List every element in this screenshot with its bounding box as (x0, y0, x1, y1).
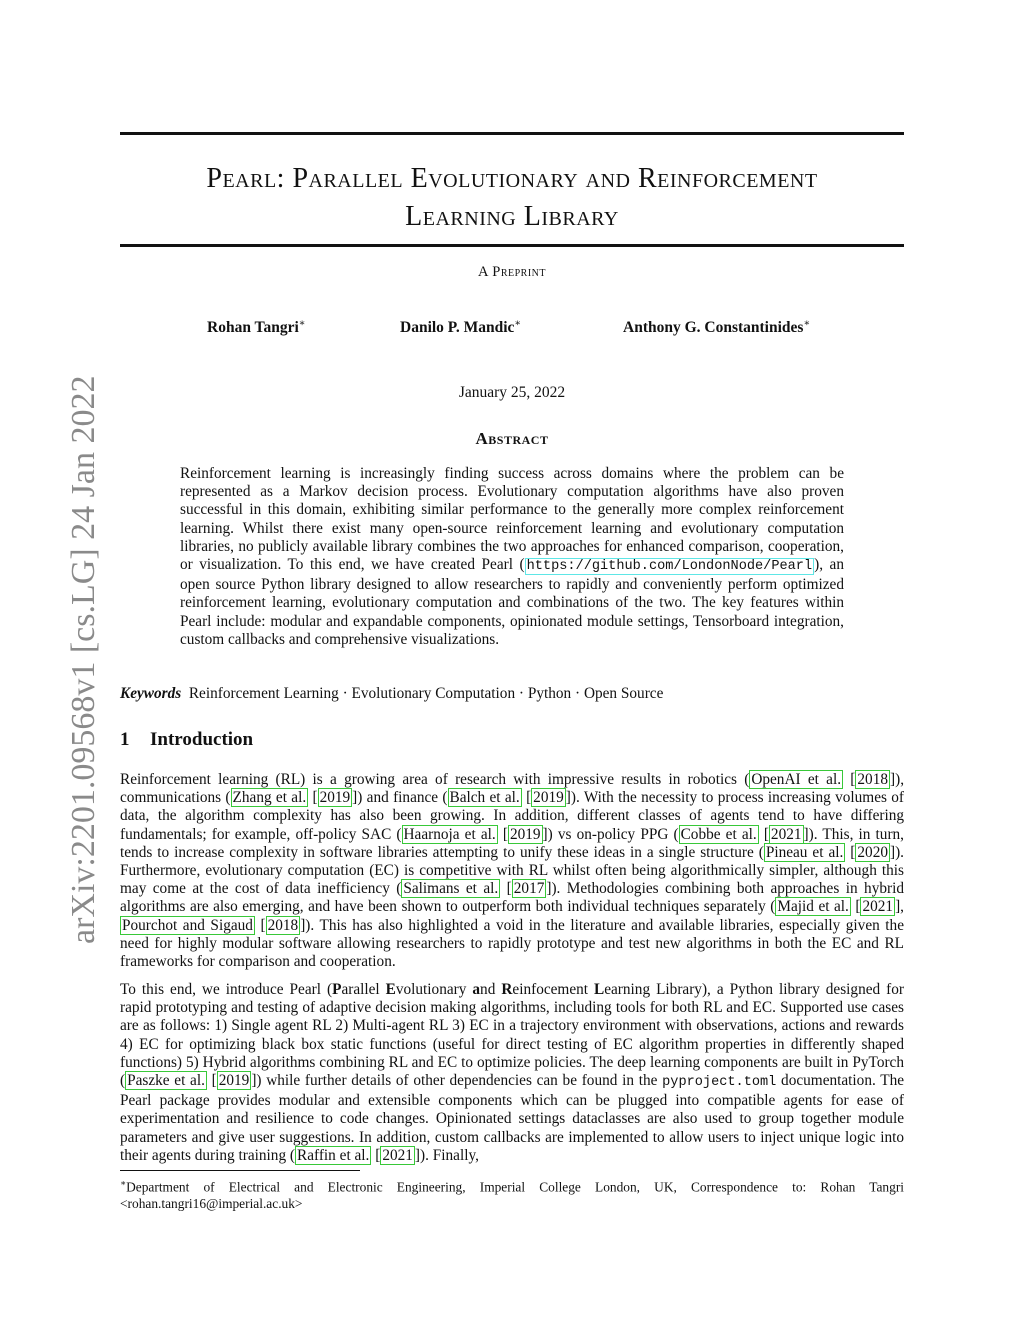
section-heading (120, 729, 253, 751)
footnote-rule (120, 1170, 360, 1171)
preprint-label: A Preprint (477, 264, 547, 280)
citation-link[interactable]: Raffin et al. (297, 1146, 370, 1164)
abstract-body (180, 465, 844, 649)
citation-year-link[interactable]: 2021 (770, 825, 802, 843)
footnote-text: Department of Electrical and Electronic Engineering, Imperial College London, UK, Correspondence to: Rohan Tangri <rohan.tangri16@imperial.ac.uk> (120, 1179, 904, 1212)
title-line-1: Pearl: Parallel Evolutionary and Reinforcement (206, 163, 818, 194)
abstract-text: ), an open source Python library designed to allow researchers to rapidly and conveniently perform optimized reinforcement learning, evolutionary computation and combinations of the two. The key features within Pearl include: modular and expandable components, opinionated module settings, Tensorboard integration, custom callbacks and comprehensive visualizations. (180, 556, 844, 648)
section-number: 1 (120, 729, 130, 750)
arxiv-identifier-text: arXiv:2201.09568v1 [cs.LG] 24 Jan 2022 (65, 375, 102, 944)
citation-link[interactable]: Haarnoja et al. (403, 825, 496, 843)
citation-year-link[interactable]: 2020 (857, 843, 888, 861)
author-name: Anthony G. Constantinides (623, 319, 804, 337)
citation-year-link[interactable]: 2017 (513, 880, 545, 898)
citation-year-link[interactable]: 2018 (857, 771, 888, 788)
keywords (120, 685, 904, 703)
paper-date: January 25, 2022 (458, 384, 566, 401)
title-line-2: Learning Library (405, 201, 619, 232)
keywords-text: Reinforcement Learning · Evolutionary Computation · Python · Open Source (188, 685, 664, 702)
author-3 (623, 318, 810, 337)
code-filename: pyproject.toml (662, 1075, 777, 1091)
title-top-rule (120, 132, 904, 135)
citation-year-link[interactable]: 2019 (319, 789, 351, 807)
section-title: Introduction (150, 729, 254, 750)
abstract-text: Reinforcement learning is increasingly finding success across domains where the problem can be represented as a Markov decision process. Evolutionary computation algorithms have also proven successful in this domain, exhibiting similar performance to the generally more complex reinforcement learning. Whilst there exist many open-source reinforcement learning and evolutionary computation libraries, no publicly available library combines the two approaches for enhanced comparison, cooperation, or visualization. To this end, we have created Pearl ( (180, 465, 844, 574)
author-1 (207, 318, 306, 337)
title-bottom-rule (120, 244, 904, 247)
citation-year-link[interactable]: 2019 (218, 1072, 250, 1090)
author-mark: ∗ (803, 318, 811, 329)
citation-year-link[interactable]: 2021 (382, 1146, 413, 1164)
citation-link[interactable]: Cobbe et al. (680, 825, 757, 843)
citation-link[interactable]: Majid et al. (777, 898, 849, 916)
author-name: Rohan Tangri (207, 319, 299, 337)
footnote (120, 1175, 904, 1212)
footnote-mark: ∗ (120, 1178, 127, 1188)
keywords-label: Keywords (120, 685, 182, 702)
intro-paragraph-1: Reinforcement learning (RL) is a growing area of research with impressive results in robotics ( OpenAI et al. [ 2018 ]), communications ( Zhang et al. [ 2019 ]) and finance ( Balch et al. [ 2019 ]). With the necessity to process increasing volumes of data, the algorithm complexity has also been growing. In addition, different classes of agents tend to have differing fundamentals; for example, off-policy SAC ( Haarnoja et al. [ 2019 ]) vs on-policy PPG ( Cobbe et al. [ 2021 ]). This, in turn, tends to increase complexity in software libraries attempting to unify these ideas in a single structure ( Pineau et al. [ 2020 ]). Furthermore, evolutionary computation (EC) is competitive with RL whilst often being algorithmically simpler, although this may come at the cost of data inefficiency ( Salimans et al. [ 2017 ]). Methodologies combining both approaches in hybrid algorithms are also emerging, and have been shown to outperform both individual techniques separately ( Majid et al. [ 2021 ], Pourchot and Sigaud [ 2018 ]). This has also highlighted a void in the literature and available libraries, especially given the need for highly modular software allowing researchers to rapidly prototype and test new algorithms in both the EC and RL frameworks for comparison and cooperation. (120, 771, 905, 971)
paper-title (120, 160, 904, 236)
citation-link[interactable]: Pineau et al. (765, 843, 844, 861)
author-mark: ∗ (298, 318, 306, 329)
citation-year-link[interactable]: 2019 (533, 789, 564, 807)
citation-year-link[interactable]: 2018 (267, 916, 299, 934)
citation-link[interactable]: OpenAI et al. (751, 771, 842, 788)
citation-year-link[interactable]: 2021 (862, 898, 894, 916)
author-2 (400, 318, 521, 337)
author-mark: ∗ (514, 318, 522, 329)
arxiv-identifier (18, 364, 102, 944)
citation-link[interactable]: Paszke et al. (127, 1072, 205, 1090)
citation-link[interactable]: Pourchot and Sigaud (122, 916, 253, 934)
author-name: Danilo P. Mandic (400, 319, 515, 337)
citation-link[interactable]: Balch et al. (449, 789, 520, 807)
intro-paragraph-2: To this end, we introduce Pearl (Parallel Evolutionary and Reinfocement Learning Library), a Python library designed for rapid prototyping and testing of adaptive decision making algorithms, including tools for both RL and EC. Supported use cases are as follows: 1) Single agent RL 2) Multi-agent RL 3) EC in a trajectory environment with observations, actions and rewards 4) EC for optimizing black box static functions (useful for direct testing of EC algorithm properties in differently shaped functions) 5) Hybrid algorithms combining RL and EC to optimize policies. The deep learning components are built in PyTorch ( Paszke et al. [ 2019 ]) while further details of other dependencies can be found in the pyproject.toml documentation. The Pearl package provides modular and extensible components which can be plugged into compatible agents for ease of experimentation and resilience to code changes. Opinionated settings dataclasses are also used to group together module parameters and give user suggestions. In addition, custom callbacks are implemented to allow users to inject unique logic into their agents during training ( Raffin et al. [ 2021 ]). Finally, (120, 981, 905, 1164)
abstract-heading: Abstract (475, 429, 549, 448)
citation-link[interactable]: Salimans et al. (403, 880, 499, 898)
citation-year-link[interactable]: 2019 (509, 825, 541, 843)
github-link[interactable]: https://github.com/LondonNode/Pearl (526, 559, 813, 575)
citation-link[interactable]: Zhang et al. (232, 789, 307, 807)
